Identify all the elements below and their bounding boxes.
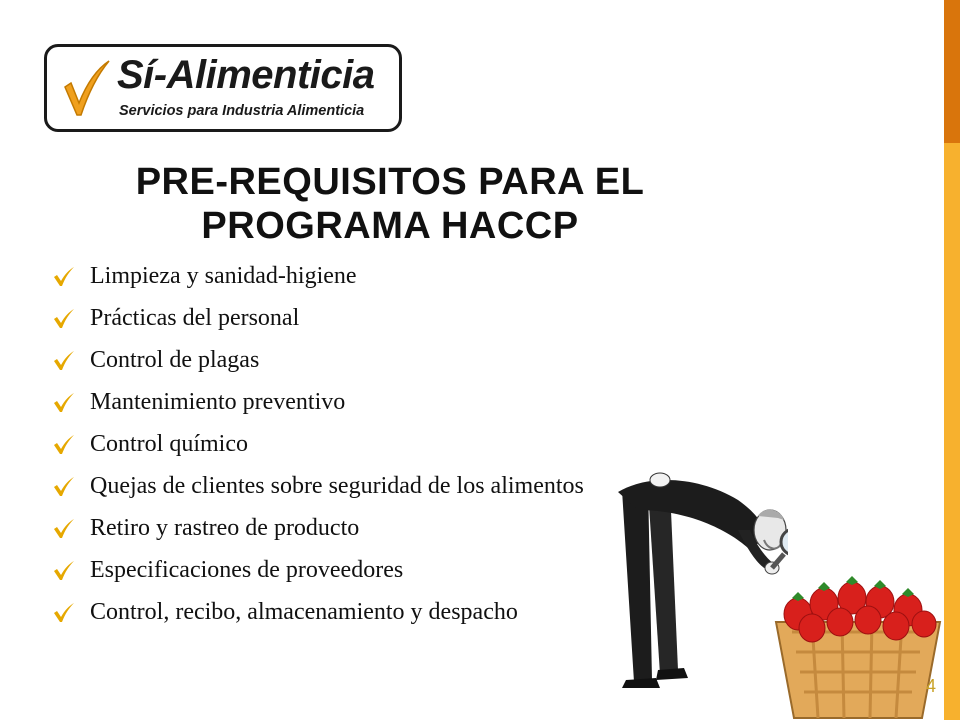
list-item [48, 346, 608, 374]
list-item [48, 556, 608, 584]
checkmark-icon [52, 308, 76, 330]
slide-title-line-2: PROGRAMA HACCP [201, 205, 579, 247]
company-logo [44, 44, 402, 132]
list-item [48, 598, 608, 626]
list-item-text: Especificaciones de proveedores [90, 557, 404, 583]
logo-checkmark-icon [61, 57, 113, 119]
list-item-text: Quejas de clientes sobre seguridad de los alimentos [90, 473, 584, 499]
checkmark-icon [52, 518, 76, 540]
logo-subtitle: Servicios para Industria Alimenticia [119, 103, 365, 119]
list-item [48, 262, 608, 290]
list-item [48, 430, 608, 458]
list-item-text: Control, recibo, almacenamiento y despacho [90, 599, 518, 625]
checkmark-icon [52, 602, 76, 624]
slide-title-line-1: PRE-REQUISITOS PARA EL [135, 161, 645, 203]
list-item-text: Mantenimiento preventivo [90, 389, 346, 415]
strawberry-basket-illustration [772, 572, 944, 720]
slide-title [40, 160, 740, 248]
right-accent-bar [944, 0, 960, 720]
prerequisites-list [48, 262, 608, 640]
checkmark-icon [52, 434, 76, 456]
list-item-text: Limpieza y sanidad-higiene [90, 263, 357, 289]
checkmark-icon [52, 392, 76, 414]
logo-title: Sí-Alimenticia [117, 53, 375, 97]
checkmark-icon [52, 476, 76, 498]
checkmark-icon [52, 266, 76, 288]
list-item [48, 388, 608, 416]
list-item [48, 472, 608, 500]
checkmark-icon [52, 350, 76, 372]
list-item [48, 514, 608, 542]
list-item-text: Control de plagas [90, 347, 260, 373]
inspector-magnifier-illustration [608, 470, 788, 690]
right-accent-bar-top [944, 0, 960, 143]
page-number: 4 [926, 676, 937, 696]
list-item-text: Prácticas del personal [90, 305, 300, 331]
list-item-text: Retiro y rastreo de producto [90, 515, 360, 541]
list-item-text: Control químico [90, 431, 248, 457]
checkmark-icon [52, 560, 76, 582]
list-item [48, 304, 608, 332]
